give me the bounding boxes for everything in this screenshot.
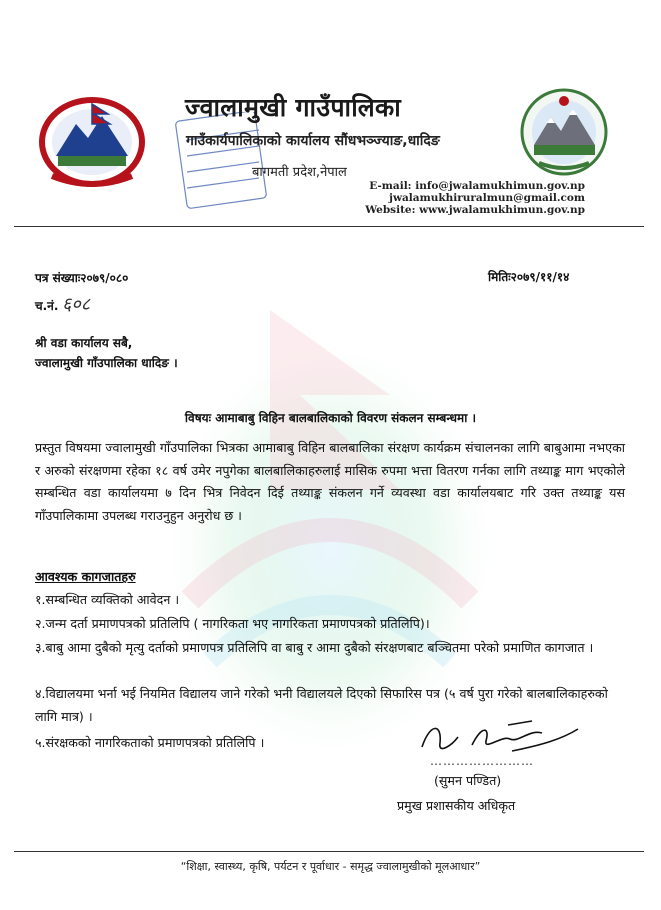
organization-name: ज्वालामुखी गाउँपालिका [185, 93, 402, 122]
signatory-name: (सुमन पण्डित) [434, 773, 502, 788]
signatory-title: प्रमुख प्रशासकीय अधिकृत [397, 798, 516, 813]
requirement-item: १.सम्बन्धित व्यक्तिको आवेदन । [35, 592, 180, 607]
requirement-item: २.जन्म दर्ता प्रमाणपत्रको प्रतिलिपि ( नागरिकता भए नागरिकता प्रमाणपत्रको प्रतिलिपि)। [35, 616, 430, 631]
recipient-line-1: श्री वडा कार्यालय सबै, [35, 336, 133, 350]
footer-divider [14, 851, 644, 852]
province-line: बागमती प्रदेश,नेपाल [252, 165, 347, 180]
letter-body: प्रस्तुत विषयमा ज्वालामुखी गाँउपालिका भित्रका आमाबाबु विहिन बालबालिका संरक्षण कार्यक्रम संचालनका लागि बाबुआमा नभएका र अरुको संरक्षणमा रहेका १८ वर्ष उमेर नपुगेका बालबालिकाहरुलाई मासिक रुपमा भत्ता वितरण गर्नका लागि तथ्याङ्क माग भएकोले सम्बन्धित वडा कार्यालयमा ७ दिन भित्र निवेदन दिई तथ्याङ्क संकलन गर्ने व्यवस्था वडा कार्यालयबाट गरि उक्त तथ्याङ्क यस गाँउपालिकामा उपलब्ध गराउनुहुन अनुरोध छ । [35, 440, 625, 523]
office-address: गाउँकार्यपालिकाको कार्यालय सौंधभञ्ज्याङ,धादिङ [186, 133, 440, 149]
letter-subject: विषयः आमाबाबु विहिन बालबालिकाको विवरण संकलन सम्बन्धमा । [184, 411, 477, 425]
contact-email-secondary[interactable]: jwalamukhiruralmun@gmail.com [389, 192, 585, 204]
dispatch-label: च.नं. [35, 299, 59, 313]
recipient-line-2: ज्वालामुखी गाँउपालिका धादिङ । [35, 356, 178, 370]
letter-date: मितिः२०७९/११/१४ [488, 270, 570, 284]
reference-number: पत्र संख्याः२०७९/०८० [35, 271, 129, 285]
municipality-mountain-logo-icon [519, 87, 609, 177]
footer-slogan: “शिक्षा, स्वास्थ्य, कृषि, पर्यटन र पूर्वाधार - समृद्ध ज्वालामुखीको मूलआधार” [180, 860, 481, 873]
contact-website[interactable]: Website: www.jwalamukhimun.gov.np [365, 204, 585, 216]
header-divider [14, 226, 644, 227]
requirements-title: आवश्यक कागजातहरु [35, 569, 136, 584]
requirement-item: ५.संरक्षकको नागरिकताको प्रमाणपत्रको प्रतिलिपि । [35, 735, 265, 750]
dispatch-number: ६०८ [62, 294, 91, 315]
nepal-government-emblem-icon [38, 92, 146, 188]
requirement-item: ४.विद्यालयमा भर्ना भई नियमित विद्यालय जाने गरेको भनी विद्यालयले दिएको सिफारिस पत्र (५ वर्ष पुरा गरेको बालबालिकाहरुको लागि मात्र) । [35, 686, 608, 724]
contact-email-primary[interactable]: E-mail: info@jwalamukhimun.gov.np [369, 180, 585, 192]
requirement-item: ३.बाबु आमा दुबैको मृत्यु दर्ताको प्रमाणपत्र प्रतिलिपि वा बाबु र आमा दुबैको संरक्षणबाट बञ्चितमा परेको प्रमाणित कागजात । [35, 640, 594, 655]
signature-line: …………………… [430, 754, 534, 768]
